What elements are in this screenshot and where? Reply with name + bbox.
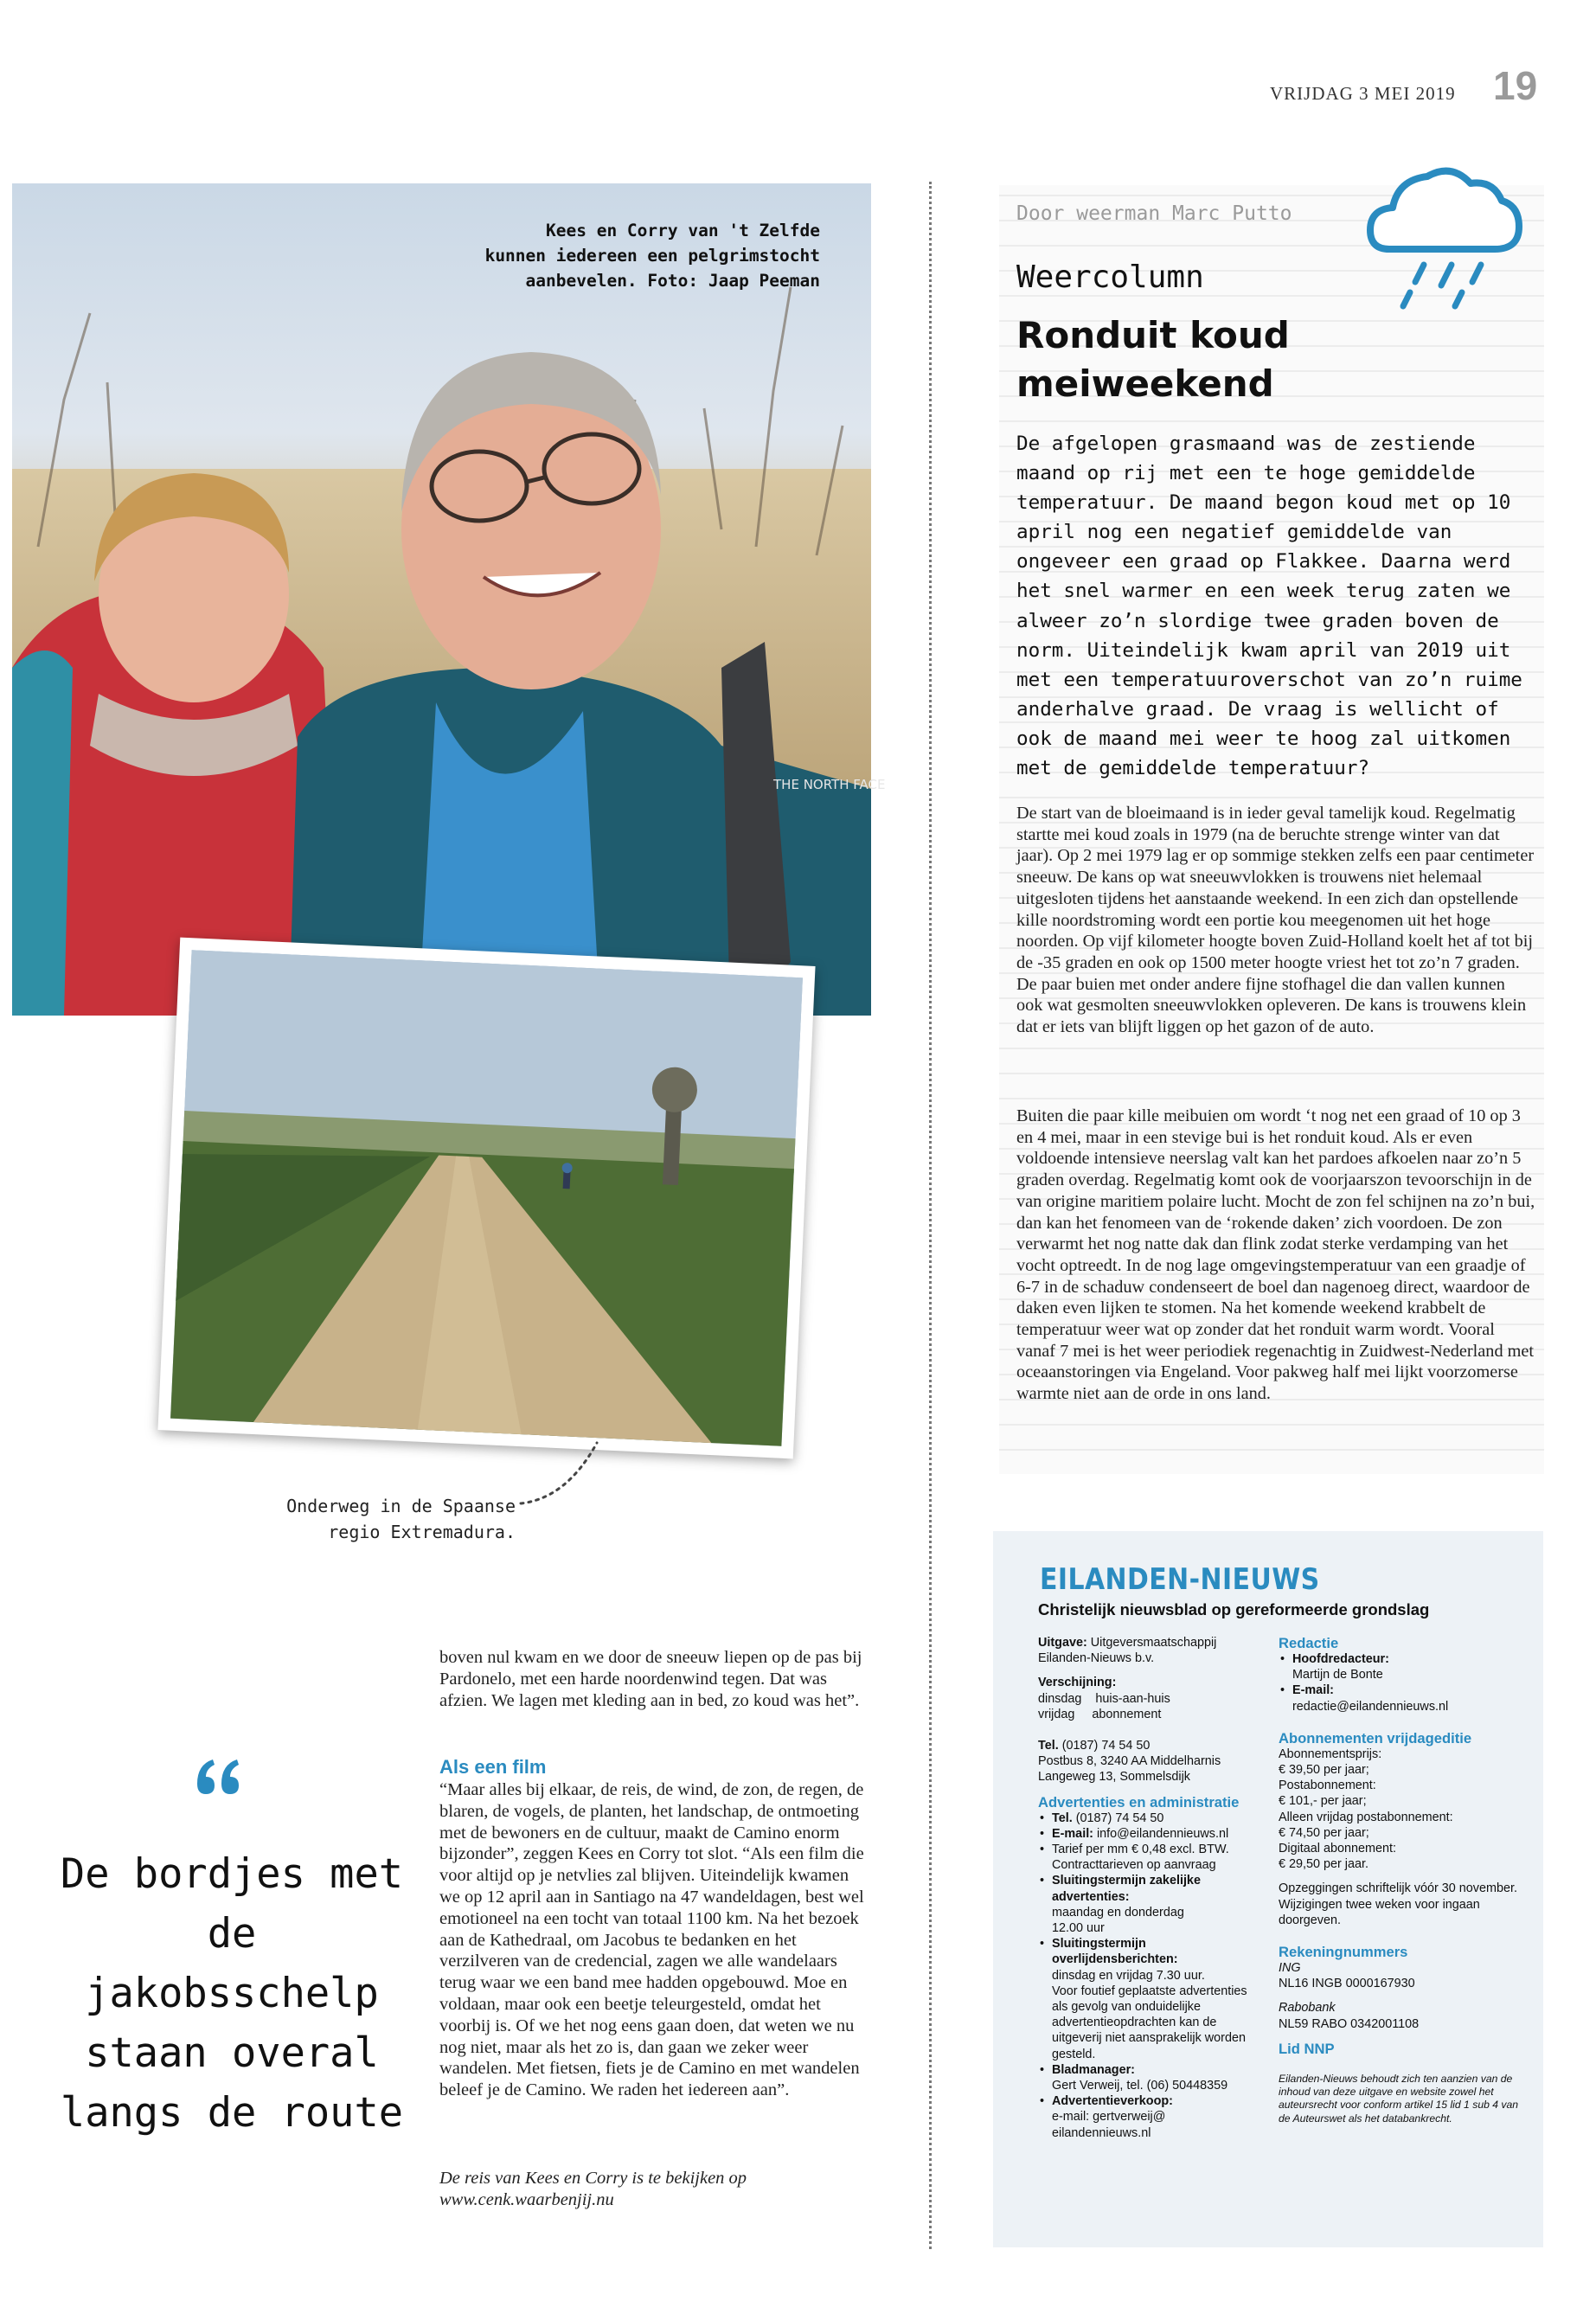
adv-verkoop-value: e-mail: gertverweij@ eilandennieuws.nl xyxy=(1052,2110,1166,2140)
list-item xyxy=(1038,2062,1251,2093)
hoofdredacteur-label: Hoofdredacteur: xyxy=(1292,1652,1389,1666)
verschijning-vrijdag: vrijdag abonnement xyxy=(1038,1707,1162,1721)
adv-blad-value: Gert Verweij, tel. (06) 50448359 xyxy=(1052,2079,1228,2093)
adv-email-value: info@eilandennieuws.nl xyxy=(1096,1826,1229,1841)
uitgave-label: Uitgave: xyxy=(1038,1636,1087,1650)
uitgave-value: Uitgeversmaatschappij Eilanden-Nieuws b.v. xyxy=(1038,1636,1217,1666)
lid-nnp: Lid NNP xyxy=(1279,2040,1335,2057)
digitaal-abo-label: Digitaal abonnement: xyxy=(1279,1842,1397,1856)
list-item xyxy=(1038,1936,1251,2062)
redactie-email-label: E-mail: xyxy=(1292,1683,1334,1698)
newspaper-tagline: Christelijk nieuwsblad op gereformeerde grondslag xyxy=(1038,1600,1430,1618)
opzeggingen: Opzeggingen schriftelijk vóór 30 november. Wijzigingen twee weken voor ingaan doorgeven. xyxy=(1279,1881,1517,1927)
colophon-column-left xyxy=(1038,1635,1251,2141)
list-item xyxy=(1279,1682,1521,1714)
list-item xyxy=(1038,1811,1251,1826)
list-item xyxy=(1279,1651,1521,1682)
article-subheading: Als een film xyxy=(439,1756,547,1778)
rekeningnummers-heading: Rekeningnummers xyxy=(1279,1944,1408,1961)
redactie-heading: Redactie xyxy=(1279,1635,1339,1651)
list-item xyxy=(1038,2093,1251,2141)
road-photo xyxy=(157,938,815,1459)
vrijdag-postabo-label: Alleen vrijdag postabonnement: xyxy=(1279,1810,1453,1824)
weather-body-paragraph-2: Buiten die paar kille meibuien om wordt ‘t nog net een graad of 10 op 3 en 4 mei, maar in een stevige bui is het ronduit koud. Als er even voldoende intensieve neerslag valt kan het pardoes afkoelen naar zo’n 5 graden overdag. Regelmatig komt ook de voorjaarszon tevoorschijn in de van origine maritiem polaire lucht. Mocht de zon fel schijnen na zo’n bui, dan kan het fenomeen van de ‘rokende daken’ zich voordoen. De zon verwarmt het nog natte dak dan flink zodat sterke verdamping van het vocht optreedt. In de nog lage omgevingstemperatuur van een graadje of 6-7 in de schaduw condenseert de boel dan nagenoeg direct, waardoor de daken even lijken te stomen. Na het komende weekend krabbelt de temperatuur weer wat op zonder dat het ronduit warm wordt. Vooral vanaf 7 mei is het weer periodiek regenachtig in Zuidwest-Nederland met oceaanstoringen via Engeland. Voor pakweg half mei lijkt voorzomerse warmte niet aan de orde in ons land. xyxy=(1016,1106,1535,1404)
ing-number: NL16 INGB 0000167930 xyxy=(1279,1977,1415,1991)
advertenties-heading: Advertenties en administratie xyxy=(1038,1793,1240,1811)
article-paragraph-1: boven nul kwam en we door de sneeuw liepen op de pas bij Pardonelo, met een harde noordenwind tegen. Dat was afzien. We lagen met kleding aan in bed, zo koud was het”. xyxy=(439,1648,862,1710)
adv-sluit-zak-time: 12.00 uur xyxy=(1052,1921,1105,1936)
adv-tarief: Tarief per mm € 0,48 excl. BTW. xyxy=(1052,1843,1229,1857)
tel-value: (0187) 74 54 50 xyxy=(1061,1739,1151,1753)
advertenties-list xyxy=(1038,1811,1251,2141)
adv-tel-label: Tel. xyxy=(1052,1811,1073,1825)
weather-column-title: Weercolumn xyxy=(1016,260,1204,295)
adv-email-label: E-mail: xyxy=(1052,1826,1093,1841)
column-divider xyxy=(929,182,932,2249)
verschijning-dinsdag: dinsdag huis-aan-huis xyxy=(1038,1691,1170,1706)
adv-sluit-ov-note: Voor foutief geplaatste advertenties als gevolg van onduidelijke advertentieopdrachten kan de uitgeverij niet aansprakelijk worden gesteld. xyxy=(1052,1984,1247,2061)
weather-body-paragraph-1: De start van de bloeimaand is in ieder geval tamelijk koud. Regelmatig startte mei koud zoals in 1979 (na de beruchte strenge winter van dat jaar). Op 2 mei 1979 lag er op sommige stekken zelfs een paar centimeter sneeuw. De kans op wat sneeuwvlokken is trouwens niet helemaal uitgesloten tijdens het aanstaande weekend. In een zich dan opstellende kille noordstroming wordt een portie kou meegenomen uit het hoge noorden. Op vijf kilometer hoogte boven Zuid-Holland koelt het af tot bij de -35 graden en ook op 1500 meter hoogte vriest het tot zo’n 7 graden. De paar buien met onder andere fijne stofhagel die dan vallen kunnen ook wat gesmolten sneeuwvlokken opleveren. De kans is trouwens klein dat er iets van blijft liggen op het gazon of de auto. xyxy=(1016,804,1535,1037)
adv-tarief-contract: Contracttarieven op aanvraag xyxy=(1052,1858,1216,1873)
rain-cloud-icon xyxy=(1355,145,1528,318)
adv-verkoop-label: Advertentieverkoop: xyxy=(1052,2094,1173,2109)
road-photo-caption: Onderweg in de Spaanse regio Extremadura. xyxy=(286,1496,516,1542)
colophon-column-right xyxy=(1279,1635,1521,2125)
weather-byline: Door weerman Marc Putto xyxy=(1016,202,1292,225)
jacket-logo: THE NORTH FACE xyxy=(773,777,886,792)
couple-photo xyxy=(12,183,886,1016)
weather-headline: Ronduit koud meiweekend xyxy=(1016,314,1290,405)
list-item xyxy=(1038,1842,1251,1873)
hoofdredacteur-value: Martijn de Bonte xyxy=(1292,1668,1383,1682)
list-item xyxy=(1038,1873,1251,1936)
copyright-disclaimer: Eilanden-Nieuws behoudt zich ten aanzien van de inhoud van deze uitgave en website zowel het auteursrecht voor conform artikel 15 lid 1 sub 4 van de Auteurswet als het databankrecht. xyxy=(1279,2072,1519,2125)
abo-prijs-value: € 39,50 per jaar; xyxy=(1279,1763,1369,1778)
abo-prijs-label: Abonnementsprijs: xyxy=(1279,1747,1382,1761)
weather-lead: De afgelopen grasmaand was de zestiende maand op rij met een te hoge gemiddelde temperatuur. De maand begon koud met op 10 april nog een negatief gemiddelde van ongeveer een graad op Flakkee. Daarna werd het snel warmer en een week terug zaten we alweer zo’n slordige twee graden boven de norm. Uiteindelijk kwam april van 2019 uit met een temperatuuroverschot van zo’n ruime anderhalve graad. De vraag is wellicht of ook de maand mei weer te hoog zal uitkomen met de gemiddelde temperatuur? xyxy=(1016,433,1522,780)
caption-pointer-icon xyxy=(519,1438,606,1507)
page-number: 19 xyxy=(1493,63,1538,108)
adv-sluit-ov-value: dinsdag en vrijdag 7.30 uur. xyxy=(1052,1968,1205,1983)
couple-photo-caption: Kees en Corry van 't Zelfde kunnen iedereen een pelgrimstocht aanbevelen. Foto: Jaap Peeman xyxy=(484,221,820,291)
adv-blad-label: Bladmanager: xyxy=(1052,2062,1135,2077)
verschijning-label: Verschijning: xyxy=(1038,1676,1117,1690)
article-paragraph-2: “Maar alles bij elkaar, de reis, de wind, de zon, de regen, de blaren, de vogels, de planten, het landschap, de ontmoeting met de bewoners en de cultuur, maakt de Camino enorm bijzonder”, zeggen Kees en Corry tot slot. “Als een film die voor altijd op je netvlies zal blijven. Uiteindelijk kwamen we op 12 april aan in Santiago na 47 wandeldagen, best wel emotioneel na een tocht van totaal 1100 km. Na het bezoek aan de Kathedraal, om Jacobus te bedanken en het verzilveren van de credencial, zagen we alle wandelaars terug waar we een band mee hadden opgebouwd. Moe en voldaan, maar ook een beetje teleurgesteld, omdat het voorbij is. Of we het nog eens gaan doen, dat weten we nu nog niet, maar als het zo is, dan gaan we zeker weer wandelen. Met fietsen, fiets je de Camino en met wandelen beleef je de Camino. We raden het iedereen aan”. xyxy=(439,1780,864,2100)
abonnementen-heading: Abonnementen vrijdageditie xyxy=(1279,1729,1472,1747)
issue-date: VRIJDAG 3 MEI 2019 xyxy=(1270,83,1456,104)
digitaal-abo-value: € 29,50 per jaar. xyxy=(1279,1857,1369,1872)
address: Langeweg 13, Sommelsdijk xyxy=(1038,1770,1190,1785)
rabobank-label: Rabobank xyxy=(1279,2001,1336,2016)
adv-sluit-zak-value: maandag en donderdag xyxy=(1052,1905,1184,1920)
redactie-email-value: redactie@eilandennieuws.nl xyxy=(1292,1699,1449,1714)
rabobank-number: NL59 RABO 0342001108 xyxy=(1279,2016,1420,2031)
vrijdag-postabo-value: € 74,50 per jaar; xyxy=(1279,1825,1369,1840)
postabo-label: Postabonnement: xyxy=(1279,1779,1376,1793)
postabo-value: € 101,- per jaar; xyxy=(1279,1794,1367,1809)
postbus: Postbus 8, 3240 AA Middelharnis xyxy=(1038,1754,1221,1769)
redactie-list xyxy=(1279,1651,1521,1715)
adv-sluit-zak-label: Sluitingstermijn zakelijke advertenties: xyxy=(1052,1874,1201,1904)
newspaper-logo: EILANDEN-NIEUWS xyxy=(1040,1562,1320,1597)
tel-label: Tel. xyxy=(1038,1739,1059,1753)
ing-label: ING xyxy=(1279,1961,1301,1976)
list-item xyxy=(1038,1826,1251,1842)
quote-mark-icon xyxy=(192,1754,244,1806)
pull-quote: De bordjes met de jakobsschelp staan overal langs de route xyxy=(60,1850,404,2137)
adv-sluit-ov-label: Sluitingstermijn overlijdensberichten: xyxy=(1052,1937,1178,1967)
article-footnote: De reis van Kees en Corry is te bekijken op www.cenk.waarbenjij.nu xyxy=(439,2169,747,2209)
adv-tel-value: (0187) 74 54 50 xyxy=(1075,1811,1164,1825)
